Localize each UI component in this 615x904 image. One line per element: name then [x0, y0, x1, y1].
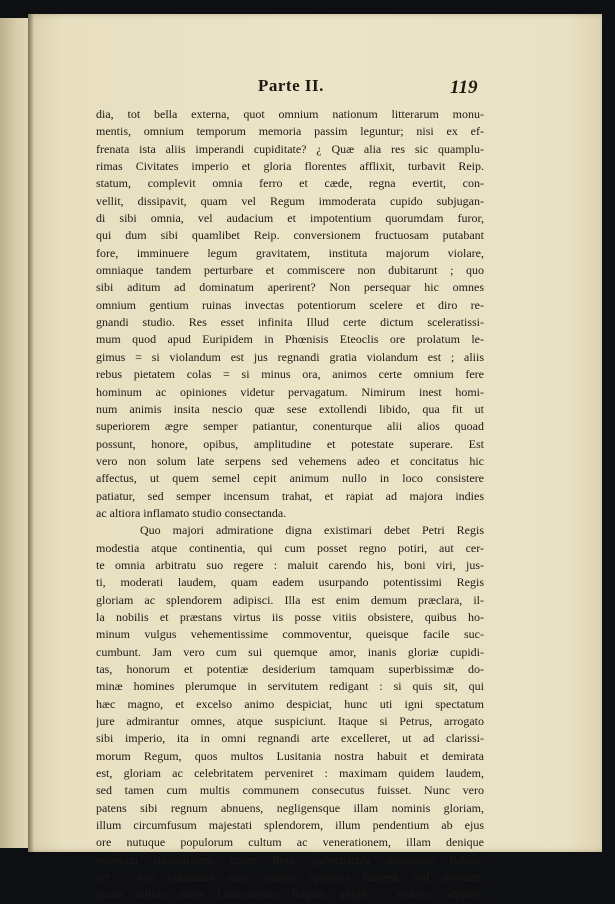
- text-line: Quo majori admiratione digna existimari debet Petri Regis: [140, 523, 484, 538]
- text-line: cumbunt. Jam vero cum sui quemque amor, inanis gloriæ cupidi-: [96, 644, 484, 659]
- text-line: ore nutuque populorum cultum ac venerationem, illam denique: [96, 835, 484, 850]
- text-line: statum, complevit omnia ferro et cæde, regna evertit, con-: [96, 176, 484, 191]
- left-page-edge: [0, 18, 28, 848]
- text-line: dia, tot bella externa, quot omnium nationum litterarum monu-: [96, 107, 484, 121]
- text-line: illum circumfusum majestati splendorem, illum pendentium ab ejus: [96, 818, 484, 833]
- text-line: affectus, ut quem semel cepit animum nullo in loco consistere: [96, 471, 484, 486]
- text-line: quam nullus antea Lusitanorum Regum attigit ; videtur adeptus.: [96, 887, 484, 902]
- text-line: superiorem ægre semper patiantur, conenturque alii alios quoad: [96, 419, 484, 434]
- text-line: minum vulgus vehementissime commoventur, queisque facile suc-: [96, 627, 484, 642]
- text-line: vellit, dissipavit, quam vel Regum immoderata cupido subjugan-: [96, 193, 484, 208]
- running-head: Parte II.: [258, 76, 324, 95]
- text-line: patens sibi regnum abnuens, negligensque illam nominis gloriam,: [96, 800, 484, 815]
- text-line: rebus pietatem colas = si minus ora, animos certe omnium fere: [96, 367, 484, 382]
- text-line: gnandi studio. Res esset infinita Illud certe dictum sceleratissi-: [96, 315, 484, 330]
- text-line: gloriam ac splendorem adipisci. Illa est enim demum præclara, il-: [96, 592, 484, 607]
- text-line: vero non solum late serpens sed vehemens adeo et concitatus hic: [96, 453, 484, 468]
- text-line: te omnia arbitratu suo regere : maluit carendo his, boni viri, jus-: [96, 557, 484, 572]
- text-line: fore, imminuere legum gravitatem, instituta majorum violare,: [96, 245, 484, 260]
- page-number: 119: [450, 77, 478, 98]
- page-gutter-shadow: [28, 14, 34, 852]
- text-line: jure admirantur omnes, atque suspiciunt. Itaque si Petrus, arrogato: [96, 714, 484, 729]
- text-line: hæc magno, et excelso animo despiciat, hunc uti igni spectatum: [96, 696, 484, 711]
- text-line: gimus = si violandum est jus regnandi gratia violandum est ; aliis: [96, 349, 484, 364]
- text-line: mentis, omnium temporum memoria passim leguntur; nisi ex ef-: [96, 124, 484, 139]
- text-line: set : non humanam mea quidem opinione laudem, sed divinam,: [96, 870, 484, 885]
- text-line: omnium gentium ruinas invectas potentiorum scelere et diro re-: [96, 297, 484, 312]
- text-line: eximiam auctoritatem, quam Reip. gubernacula suscipiens habitu-: [96, 852, 484, 867]
- text-line: sed tamen cum multis communem consecutus fuisset. Nunc vero: [96, 783, 484, 798]
- text-line: modestia atque continentia, qui cum posset regno potiri, aut cer-: [96, 540, 484, 555]
- text-line: rimas Civitates imperio et gloria florentes afflixit, turbavit Reip.: [96, 159, 484, 174]
- body-text: [96, 106, 484, 904]
- text-line: morum Regum, quos multos Lusitania nostra habuit et demirata: [96, 748, 484, 763]
- text-line: patiatur, sed semper incensum trahat, et rapiat ad majora indies: [96, 488, 484, 503]
- text-line: possunt, honore, opibus, amplitudine et potestate superare. Est: [96, 436, 484, 451]
- text-line: la nobilis et præstans virtus iis posse vitiis obsistere, quibus ho-: [96, 609, 484, 624]
- text-line: ti, moderati laudem, quam eadem usurpando potentissimi Regis: [96, 575, 484, 590]
- text-line: minæ homines plerumque in servitutem redigant : si quis sit, qui: [96, 679, 484, 694]
- text-line: tas, honorum et potentiæ desiderium tamquam superbissimæ do-: [96, 662, 484, 676]
- text-line: omniaque tandem perturbare et commiscere non dubitarunt ; quo: [96, 263, 484, 278]
- text-line: est, gloriam ac celebritatem perveniret : maximam quidem laudem,: [96, 766, 484, 781]
- text-line: sibi aditum ad dominatum aperirent? Non persequar hic omnes: [96, 280, 484, 295]
- text-line: qui dum sibi quamlibet Reip. conversionem fructuosam putabant: [96, 228, 484, 243]
- text-line: ac altiora inflamato studio consectanda.: [96, 505, 287, 520]
- text-line: frenata ista aliis imperandi cupiditate? ¿ Quæ alia res sic quamplu-: [96, 141, 484, 156]
- text-line: di sibi omnia, vel audacium et impotentium quorumdam furor,: [96, 211, 484, 226]
- text-line: sibi imperio, ita in omni regnandi arte excelleret, ut ad clarissi-: [96, 731, 484, 746]
- text-line: hominum ac opiniones videtur pervagatum. Nimirum inest homi-: [96, 384, 484, 399]
- text-line: mum quod apud Euripidem in Phœnisis Eteoclis ore prolatum le-: [96, 332, 484, 347]
- text-line: num animis insita nescio quæ sese extollendi libido, qua fit ut: [96, 401, 484, 416]
